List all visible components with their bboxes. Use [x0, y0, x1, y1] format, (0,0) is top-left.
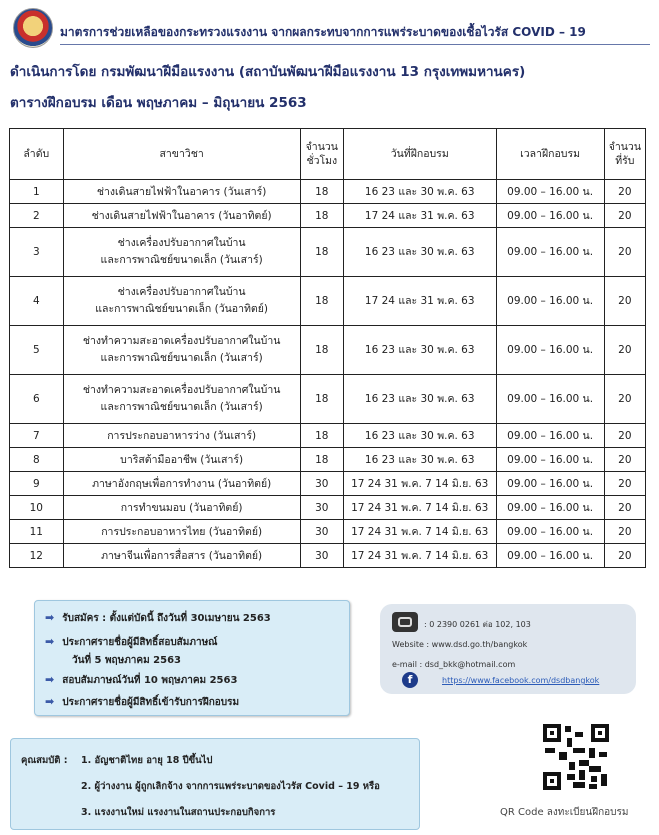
cell-seats: 20 [604, 375, 645, 424]
cell-course: ช่างทำความสะอาดเครื่องปรับอากาศในบ้าน และการพาณิชย์ขนาดเล็ก (วันเสาร์) [63, 375, 300, 424]
cell-no: 5 [10, 326, 64, 375]
cell-seats: 20 [604, 326, 645, 375]
cell-hours: 30 [300, 520, 343, 544]
cell-hours: 18 [300, 375, 343, 424]
contact-phone: : 0 2390 0261 ต่อ 102, 103 [424, 620, 531, 629]
qualification-3: 3. แรงงานใหม่ แรงงานในสถานประกอบกิจการ [81, 807, 276, 818]
cell-date: 16 23 และ 30 พ.ค. 63 [343, 424, 496, 448]
cell-course: การประกอบอาหารไทย (วันอาทิตย์) [63, 520, 300, 544]
header-seats: จำนวน ที่รับ [604, 129, 645, 180]
header-course: สาขาวิชา [63, 129, 300, 180]
cell-date: 16 23 และ 30 พ.ค. 63 [343, 448, 496, 472]
header-no: ลำดับ [10, 129, 64, 180]
cell-date: 16 23 และ 30 พ.ค. 63 [343, 326, 496, 375]
header-date: วันที่ฝึกอบรม [343, 129, 496, 180]
qualification-2: 2. ผู้ว่างงาน ผู้ถูกเลิกจ้าง จากการแพร่ระบาดของไวรัส Covid – 19 หรือ [81, 781, 380, 792]
table-row [10, 520, 646, 544]
cell-time: 09.00 – 16.00 น. [496, 544, 604, 568]
cell-date: 17 24 31 พ.ค. 7 14 มิ.ย. 63 [343, 472, 496, 496]
cell-hours: 18 [300, 326, 343, 375]
cell-date: 17 24 และ 31 พ.ค. 63 [343, 277, 496, 326]
registration-info-panel [34, 600, 350, 716]
cell-no: 1 [10, 180, 64, 204]
table-row [10, 496, 646, 520]
announce-interview-date: วันที่ 5 พฤษภาคม 2563 [72, 655, 182, 666]
cell-no: 6 [10, 375, 64, 424]
cell-course: ช่างทำความสะอาดเครื่องปรับอากาศในบ้าน และการพาณิชย์ขนาดเล็ก (วันเสาร์) [63, 326, 300, 375]
cell-seats: 20 [604, 520, 645, 544]
cell-hours: 30 [300, 472, 343, 496]
registration-item: ➡ รับสมัคร : ตั้งแต่บัดนี้ ถึงวันที่ 30เมษายน 2563 [45, 611, 271, 624]
cell-course: บาริสต้ามืออาชีพ (วันเสาร์) [63, 448, 300, 472]
cell-no: 2 [10, 204, 64, 228]
table-row [10, 326, 646, 375]
header-hours: จำนวน ชั่วโมง [300, 129, 343, 180]
cell-course: ช่างเดินสายไฟฟ้าในอาคาร (วันอาทิตย์) [63, 204, 300, 228]
cell-course: ช่างเครื่องปรับอากาศในบ้าน และการพาณิชย์ขนาดเล็ก (วันอาทิตย์) [63, 277, 300, 326]
cell-hours: 18 [300, 204, 343, 228]
cell-time: 09.00 – 16.00 น. [496, 326, 604, 375]
cell-course: ภาษาจีนเพื่อการสื่อสาร (วันอาทิตย์) [63, 544, 300, 568]
cell-hours: 18 [300, 448, 343, 472]
cell-time: 09.00 – 16.00 น. [496, 180, 604, 204]
table-row [10, 204, 646, 228]
table-row [10, 544, 646, 568]
cell-date: 17 24 31 พ.ค. 7 14 มิ.ย. 63 [343, 544, 496, 568]
schedule-title: ตารางฝึกอบรม เดือน พฤษภาคม – มิถุนายน 2563 [10, 95, 307, 111]
cell-time: 09.00 – 16.00 น. [496, 472, 604, 496]
cell-no: 7 [10, 424, 64, 448]
cell-hours: 18 [300, 424, 343, 448]
cell-no: 8 [10, 448, 64, 472]
table-row [10, 472, 646, 496]
qr-code-caption: QR Code ลงทะเบียนฝึกอบรม [500, 807, 629, 818]
cell-seats: 20 [604, 277, 645, 326]
cell-seats: 20 [604, 228, 645, 277]
page-header [10, 8, 650, 48]
qualification-1: 1. อัญชาติไทย อายุ 18 ปีขึ้นไป [81, 755, 213, 766]
telephone-icon [392, 612, 418, 632]
header-divider [60, 44, 650, 45]
facebook-link[interactable]: https://www.facebook.com/dsdbangkok [442, 676, 600, 685]
qr-code-icon[interactable] [543, 724, 609, 790]
facebook-icon: f [402, 672, 418, 688]
qualifications-panel [10, 738, 420, 830]
cell-course: ภาษาอังกฤษเพื่อการทำงาน (วันอาทิตย์) [63, 472, 300, 496]
cell-seats: 20 [604, 472, 645, 496]
cell-time: 09.00 – 16.00 น. [496, 228, 604, 277]
arrow-right-icon: ➡ [45, 673, 55, 686]
contact-email: e-mail : dsd_bkk@hotmail.com [392, 660, 516, 669]
table-row [10, 277, 646, 326]
announce-interview-item: ➡ ประกาศรายชื่อผู้มีสิทธิ์สอบสัมภาษณ์ [45, 635, 218, 648]
cell-seats: 20 [604, 448, 645, 472]
ministry-logo [13, 8, 53, 48]
arrow-right-icon: ➡ [45, 635, 55, 648]
cell-date: 17 24 31 พ.ค. 7 14 มิ.ย. 63 [343, 496, 496, 520]
cell-date: 16 23 และ 30 พ.ค. 63 [343, 228, 496, 277]
cell-no: 4 [10, 277, 64, 326]
cell-time: 09.00 – 16.00 น. [496, 375, 604, 424]
cell-seats: 20 [604, 180, 645, 204]
cell-no: 9 [10, 472, 64, 496]
cell-date: 16 23 และ 30 พ.ค. 63 [343, 180, 496, 204]
cell-hours: 18 [300, 228, 343, 277]
cell-course: การประกอบอาหารว่าง (วันเสาร์) [63, 424, 300, 448]
table-row [10, 424, 646, 448]
cell-no: 11 [10, 520, 64, 544]
cell-hours: 30 [300, 496, 343, 520]
qualifications-label: คุณสมบัติ : [21, 755, 68, 766]
arrow-right-icon: ➡ [45, 695, 55, 708]
table-row [10, 375, 646, 424]
table-row [10, 180, 646, 204]
cell-date: 16 23 และ 30 พ.ค. 63 [343, 375, 496, 424]
cell-date: 17 24 และ 31 พ.ค. 63 [343, 204, 496, 228]
organizer-title: ดำเนินการโดย กรมพัฒนาฝีมือแรงงาน (สถาบันพัฒนาฝีมือแรงงาน 13 กรุงเทพมหานคร) [10, 64, 526, 80]
cell-course: การทำขนมอบ (วันอาทิตย์) [63, 496, 300, 520]
contact-panel [380, 604, 636, 694]
cell-time: 09.00 – 16.00 น. [496, 520, 604, 544]
cell-hours: 30 [300, 544, 343, 568]
cell-time: 09.00 – 16.00 น. [496, 204, 604, 228]
cell-hours: 18 [300, 277, 343, 326]
cell-time: 09.00 – 16.00 น. [496, 424, 604, 448]
cell-course: ช่างเดินสายไฟฟ้าในอาคาร (วันเสาร์) [63, 180, 300, 204]
cell-seats: 20 [604, 204, 645, 228]
cell-no: 10 [10, 496, 64, 520]
contact-website: Website : www.dsd.go.th/bangkok [392, 640, 528, 649]
cell-seats: 20 [604, 544, 645, 568]
cell-course: ช่างเครื่องปรับอากาศในบ้าน และการพาณิชย์ขนาดเล็ก (วันเสาร์) [63, 228, 300, 277]
header-time: เวลาฝึกอบรม [496, 129, 604, 180]
announce-trainees-item: ➡ ประกาศรายชื่อผู้มีสิทธิ์เข้ารับการฝึกอบรม [45, 695, 240, 708]
table-header-row [10, 129, 646, 180]
cell-date: 17 24 31 พ.ค. 7 14 มิ.ย. 63 [343, 520, 496, 544]
interview-item: ➡ สอบสัมภาษณ์วันที่ 10 พฤษภาคม 2563 [45, 673, 238, 686]
cell-time: 09.00 – 16.00 น. [496, 448, 604, 472]
cell-hours: 18 [300, 180, 343, 204]
cell-seats: 20 [604, 424, 645, 448]
cell-time: 09.00 – 16.00 น. [496, 277, 604, 326]
header-text: มาตรการช่วยเหลือของกระทรวงแรงงาน จากผลกระทบจากการแพร่ระบาดของเชื้อไวรัส COVID – 19 [60, 25, 586, 39]
arrow-right-icon: ➡ [45, 611, 55, 624]
cell-seats: 20 [604, 496, 645, 520]
cell-no: 3 [10, 228, 64, 277]
table-row [10, 448, 646, 472]
cell-no: 12 [10, 544, 64, 568]
training-schedule-table [9, 128, 646, 568]
table-row [10, 228, 646, 277]
cell-time: 09.00 – 16.00 น. [496, 496, 604, 520]
